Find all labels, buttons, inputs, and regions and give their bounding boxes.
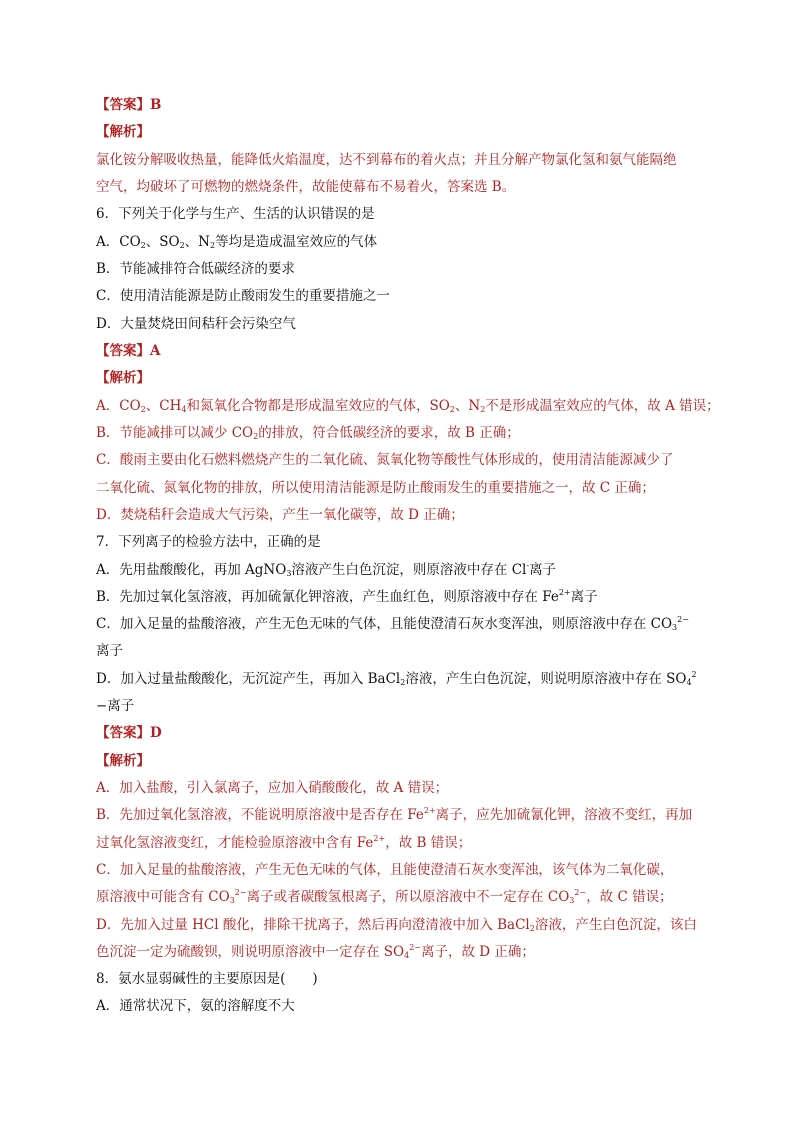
q6-analysis-a: A．$CO_2$、$CH_4$和氮氧化合物都是形成温室效应的气体，$SO_2$、$N_2$不是形成温室效应的气体，故 A 错误；: [96, 398, 720, 414]
answer-label: 【答案】: [96, 343, 150, 359]
q7-option-a: A．先用盐酸酸化，再加 AgNO$_3$溶液产生白色沉淀，则原溶液中存在 Cl-离子: [96, 561, 557, 578]
q6-option-d: D．大量焚烧田间秸秆会污染空气: [96, 316, 296, 332]
q7-analysis-b-2: 过氧化氢溶液变红，才能检验原溶液中含有 $Fe^{2+}$，故 B 错误；: [96, 834, 472, 851]
q7-analysis-c-1: C．加入足量的盐酸溶液，产生无色无味的气体，且能使澄清石灰水变浑浊，该气体为二氧化碳，: [96, 862, 674, 878]
q7-option-c-line-1: C．加入足量的盐酸溶液，产生无色无味的气体，且能使澄清石灰水变浑浊，则原溶液中存在 $CO_3^{2-}$: [96, 615, 689, 632]
q7-stem: 7．下列离子的检验方法中，正确的是: [96, 534, 321, 550]
q7-option-c-line-2: 离子: [96, 643, 123, 659]
q7-analysis-label: 【解析】: [96, 753, 150, 769]
q8-option-a: A．通常状况下，氨的溶解度不大: [96, 998, 295, 1014]
q7-analysis-d-1: D．先加入过量 HCl 酸化，排除干扰离子，然后再向澄清液中加入 BaCl$_2$溶液，产生白色沉淀，该白: [96, 917, 697, 933]
q5-answer-line: [96, 96, 161, 114]
q8-stem: 8．氨水显弱碱性的主要原因是( ): [96, 971, 318, 987]
q7-option-d-line-2: −离子: [96, 698, 135, 714]
q5-analysis-label: 【解析】: [96, 124, 150, 140]
q6-option-a: A．$CO_2$、$SO_2$、$N_2$等均是造成温室效应的气体: [96, 234, 378, 250]
q7-answer: D: [150, 725, 162, 741]
q5-answer: B: [150, 97, 162, 113]
answer-label: 【答案】: [96, 97, 150, 113]
q5-analysis-line-2: 空气，均破坏了可燃物的燃烧条件，故能使幕布不易着火，答案选 B。: [96, 179, 516, 195]
q7-analysis-b-1: B．先加过氧化氢溶液，不能说明原溶液中是否存在 $Fe^{2+}$离子，应先加硫氰化钾，溶液不变红，再加: [96, 806, 693, 823]
q7-analysis-d-2: 色沉淀一定为硫酸钡，则说明原溶液中一定存在 $SO_4^{2-}$离子，故 D 正确；: [96, 943, 535, 960]
q6-analysis-b: B．节能减排可以减少 $CO_2$的排放，符合低碳经济的要求，故 B 正确；: [96, 425, 520, 441]
q6-option-c: C．使用清洁能源是防止酸雨发生的重要措施之一: [96, 288, 390, 304]
q6-answer-line: [96, 342, 160, 360]
q5-analysis-line-1: 氯化铵分解吸收热量，能降低火焰温度，达不到幕布的着火点；并且分解产物氯化氢和氨气能隔绝: [96, 152, 677, 168]
q6-stem: 6．下列关于化学与生产、生活的认识错误的是: [96, 206, 375, 222]
q6-analysis-label: 【解析】: [96, 370, 150, 386]
q6-analysis-c-1: C．酸雨主要由化石燃料燃烧产生的二氧化硫、氮氧化物等酸性气体形成的，使用清洁能源减少了: [96, 452, 674, 468]
q6-analysis-d: D．焚烧秸秆会造成大气污染，产生一氧化碳等，故 D 正确；: [96, 507, 464, 523]
q7-answer-line: [96, 724, 162, 742]
q6-option-b: B．节能减排符合低碳经济的要求: [96, 261, 295, 277]
q7-option-d-line-1: D．加入过量盐酸酸化，无沉淀产生，再加入 BaCl$_2$溶液，产生白色沉淀，则说明原溶液中存在 $SO_4^2$: [96, 670, 697, 687]
q7-option-b: B．先加过氧化氢溶液，再加硫氰化钾溶液，产生血红色，则原溶液中存在 $Fe^{2+}$离子: [96, 588, 598, 605]
answer-label: 【答案】: [96, 725, 150, 741]
q7-analysis-c-2: 原溶液中可能含有 $CO_3^{2-}$离子或者碳酸氢根离子，所以原溶液中不一定存在 $CO_3^{2-}$，故 C 错误；: [96, 888, 673, 905]
q7-analysis-a: A．加入盐酸，引入氯离子，应加入硝酸酸化，故 A 错误；: [96, 780, 449, 796]
q6-answer: A: [150, 343, 161, 359]
q6-analysis-c-2: 二氧化硫、氮氧化物的排放，所以使用清洁能源是防止酸雨发生的重要措施之一，故 C 正确；: [96, 480, 655, 496]
